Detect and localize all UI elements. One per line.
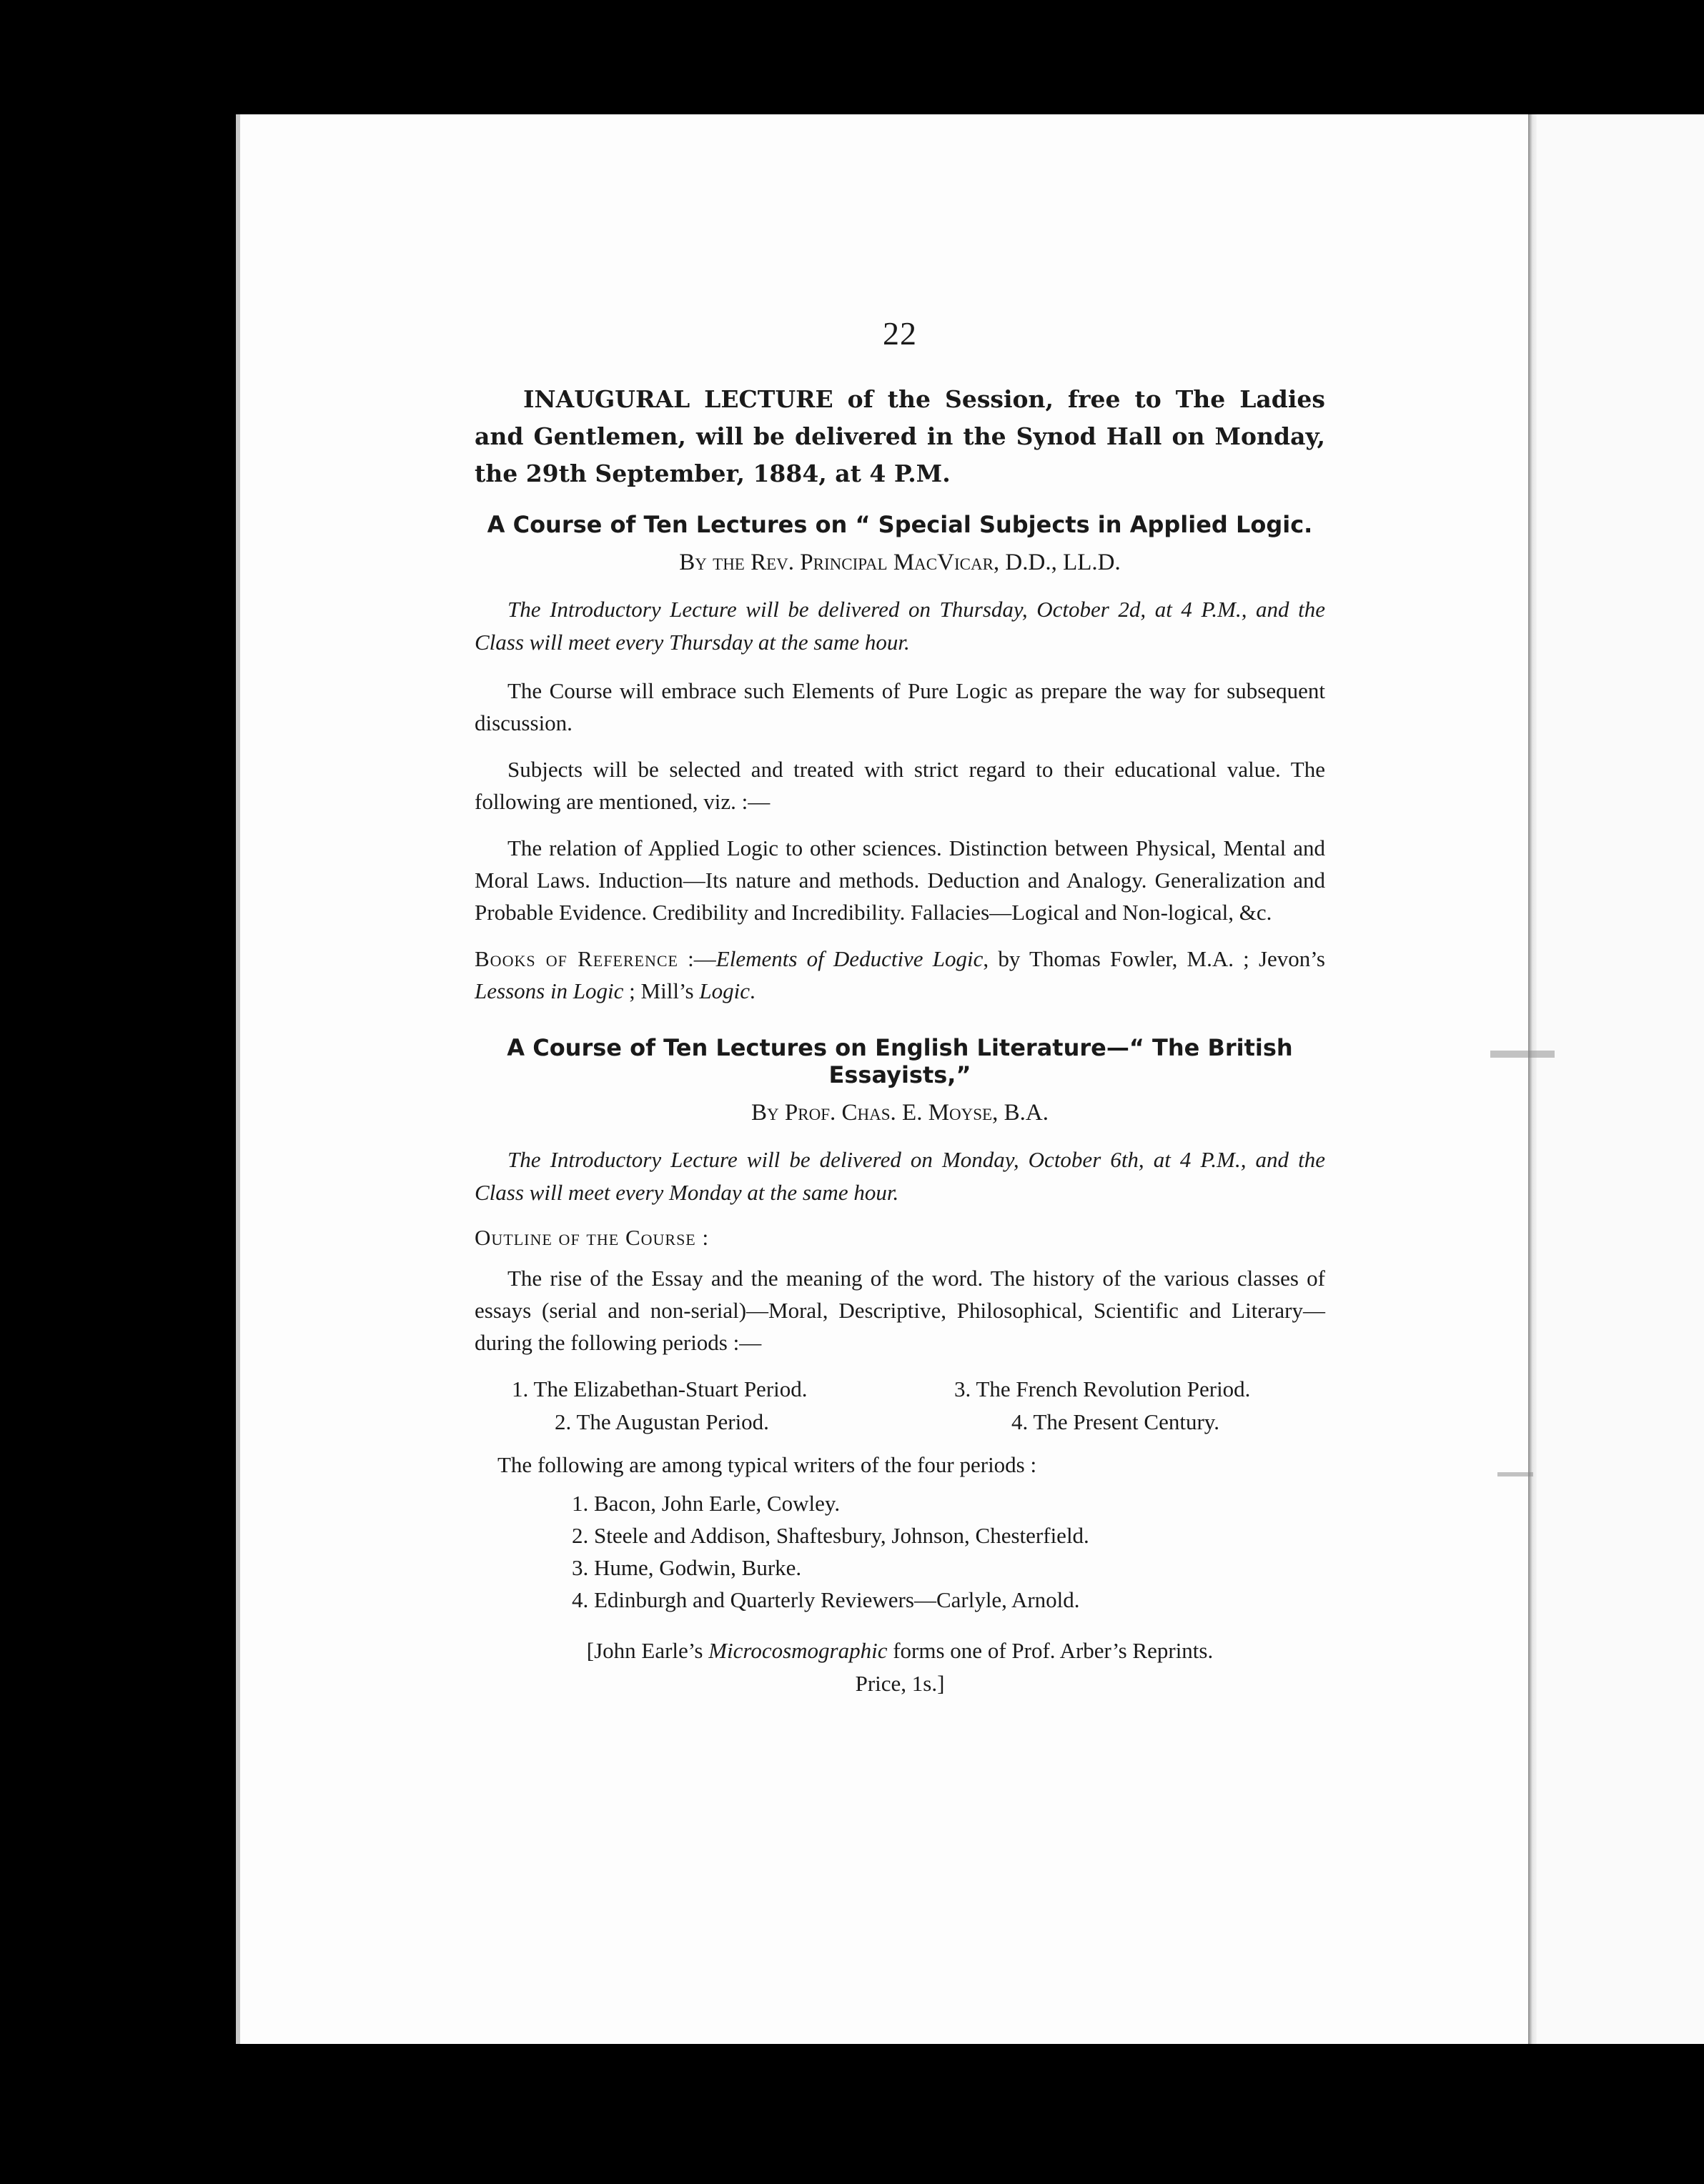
introductory-lecture-note: The Introductory Lecture will be delivered on Thursday, October 2d, at 4 P.M., and the Class will meet every Thursday at the same hour. xyxy=(475,597,1325,655)
note-title: Microcosmographic xyxy=(708,1638,888,1663)
inaugural-lecture-notice: INAUGURAL LECTURE of the Session, free to The Ladies and Gentlemen, will be delivered in the Synod Hall on Monday, the 29th September, 1884, at 4 P.M. xyxy=(475,385,1325,487)
book-author: , by Thomas Fowler, M.A. ; Jevon’s xyxy=(983,946,1325,971)
period-item: 1. The Elizabethan-Stuart Period. xyxy=(512,1376,808,1401)
course-paragraph: The Course will embrace such Elements of Pure Logic as prepare the way for subsequent discussion. xyxy=(475,678,1325,735)
periods-list xyxy=(512,1373,1325,1439)
note-price: Price, 1s.] xyxy=(855,1671,945,1696)
course-paragraph: Subjects will be selected and treated with strict regard to their educational value. The following are mentioned, viz. :— xyxy=(475,757,1325,814)
course-byline: By the Rev. Principal MacVicar, D.D., LL.D. xyxy=(679,550,1121,575)
period-item: 4. The Present Century. xyxy=(1011,1409,1220,1434)
course-heading: A Course of Ten Lectures on “ Special Subjects in Applied Logic. xyxy=(487,511,1313,538)
adjacent-page xyxy=(1537,114,1704,2044)
reprint-note xyxy=(475,1634,1325,1700)
outline-label: Outline of the Course : xyxy=(475,1225,710,1250)
period-item: 3. The French Revolution Period. xyxy=(954,1376,1251,1401)
course-byline: By Prof. Chas. E. Moyse, B.A. xyxy=(751,1100,1049,1126)
writers-intro: The following are among typical writers of the four periods : xyxy=(497,1452,1037,1477)
page-content xyxy=(475,314,1325,1700)
books-separator: :— xyxy=(678,946,716,971)
note-rest: forms one of Prof. Arber’s Reprints. xyxy=(887,1638,1214,1663)
scan-speck xyxy=(1490,1051,1555,1058)
book-title: Logic xyxy=(699,978,750,1003)
book-end: . xyxy=(750,978,756,1003)
course-english-literature xyxy=(475,1034,1325,1700)
writers-item: 1. Bacon, John Earle, Cowley. xyxy=(572,1491,841,1516)
book-separator: ; Mill’s xyxy=(623,978,700,1003)
period-item: 2. The Augustan Period. xyxy=(555,1409,769,1434)
writers-item: 2. Steele and Addison, Shaftesbury, Johnson, Chesterfield. xyxy=(572,1523,1089,1548)
writers-item: 3. Hume, Godwin, Burke. xyxy=(572,1555,802,1580)
introductory-lecture-note: The Introductory Lecture will be delivered on Monday, October 6th, at 4 P.M., and the Class will meet every Monday at the same hour. xyxy=(475,1147,1325,1205)
page-number: 22 xyxy=(883,315,917,352)
note-start: [John Earle’s xyxy=(586,1638,709,1663)
page-edge xyxy=(1528,114,1537,2044)
course-heading: A Course of Ten Lectures on English Literature—“ The British Essayists,” xyxy=(507,1034,1293,1088)
books-label: Books of Reference xyxy=(475,946,678,971)
writers-item: 4. Edinburgh and Quarterly Reviewers—Carlyle, Arnold. xyxy=(572,1587,1080,1612)
book-title: Elements of Deductive Logic xyxy=(715,946,984,971)
books-of-reference xyxy=(475,943,1325,1007)
writers-list xyxy=(572,1487,1325,1616)
course-applied-logic xyxy=(475,511,1325,1007)
book-title: Lessons in Logic xyxy=(475,978,624,1003)
scan-speck xyxy=(1497,1472,1533,1476)
outline-paragraph: The rise of the Essay and the meaning of the word. The history of the various classes of essays (serial and non-serial)—Moral, Descriptive, Philosophical, Scientific and Literary—during the following periods :— xyxy=(475,1266,1325,1355)
course-paragraph: The relation of Applied Logic to other sciences. Distinction between Physical, Mental and Moral Laws. Induction—Its nature and methods. Deduction and Analogy. Generalization and Probable Evidence. Credibility and Incredibility. Fallacies—Logical and Non-logical, &c. xyxy=(475,835,1325,925)
